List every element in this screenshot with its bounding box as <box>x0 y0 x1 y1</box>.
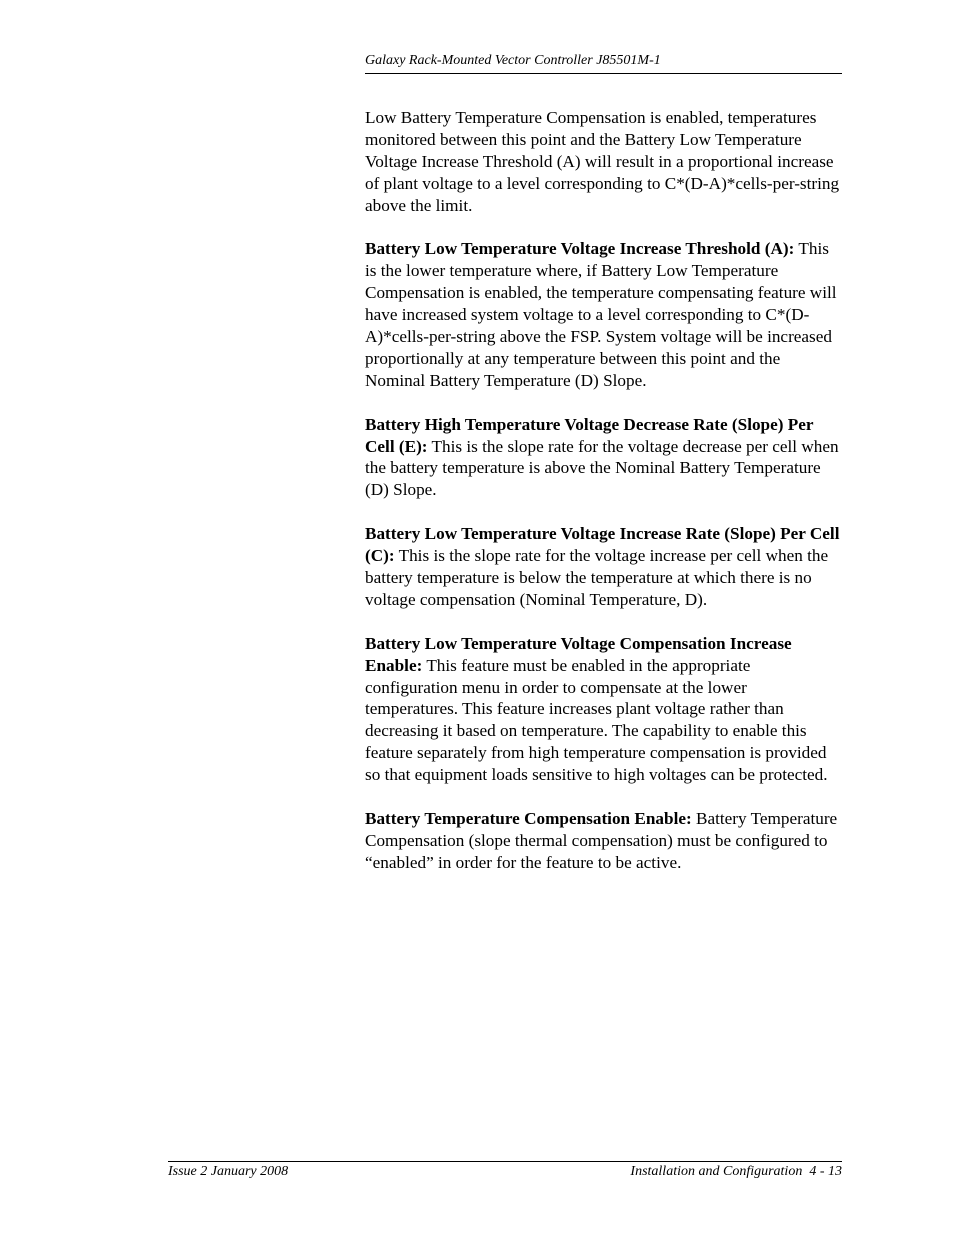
paragraph-high-temp-decrease-rate <box>365 414 842 502</box>
section-page-number: Installation and Configuration 4 - 13 <box>630 1164 842 1179</box>
paragraph-text: This is the slope rate for the voltage decrease per cell when the battery temperature is above the Nominal Battery Temperature (D) Slope. <box>365 436 839 500</box>
running-header <box>365 52 842 74</box>
page-footer <box>168 1161 842 1179</box>
paragraph-intro <box>365 107 842 217</box>
paragraph-text: This is the lower temperature where, if Battery Low Temperature Compensation is enabled, the temperature compensating feature will have increased system voltage to a level corresponding to C*(D-A)*cells-per-string above the FSP. System voltage will be increased proportionally at any temperature between this point and the Nominal Battery Temperature (D) Slope. <box>365 239 837 390</box>
paragraph-heading: Battery Low Temperature Voltage Increase Threshold (A): <box>365 239 795 259</box>
paragraph-text: Low Battery Temperature Compensation is enabled, temperatures monitored between this point and the Battery Low Temperature Voltage Increase Threshold (A) will result in a proportional increase of plant voltage to a level corresponding to C*(D-A)*cells-per-string above the limit. <box>365 108 840 215</box>
issue-date: Issue 2 January 2008 <box>168 1164 289 1179</box>
paragraph-low-temp-threshold <box>365 238 842 391</box>
paragraph-temp-compensation-enable <box>365 808 842 874</box>
paragraph-heading: Battery High Temperature Voltage Decrease Rate (Slope) Per Cell (E): <box>365 414 814 456</box>
paragraph-heading: Battery Low Temperature Voltage Increase Rate (Slope) Per Cell (C): <box>365 524 840 566</box>
paragraph-low-temp-compensation-enable <box>365 633 842 786</box>
paragraph-heading: Battery Low Temperature Voltage Compensation Increase Enable: <box>365 633 792 675</box>
paragraph-text: This is the slope rate for the voltage increase per cell when the battery temperature is below the temperature at which there is no voltage compensation (Nominal Temperature, D). <box>365 546 829 609</box>
paragraph-text: This feature must be enabled in the appropriate configuration menu in order to compensate at the lower temperatures. This feature increases plant voltage rather than decreasing it based on temperature. The capability to enable this feature separately from high temperature compensation is provided so that equipment loads sensitive to high voltages can be protected. <box>365 655 828 785</box>
page-body <box>365 107 842 896</box>
document-title: Galaxy Rack-Mounted Vector Controller J85501M-1 <box>365 53 661 68</box>
paragraph-heading: Battery Temperature Compensation Enable: <box>365 808 692 828</box>
paragraph-low-temp-increase-rate <box>365 523 842 611</box>
paragraph-text: Battery Temperature Compensation (slope thermal compensation) must be configured to “enabled” in order for the feature to be active. <box>365 808 838 872</box>
